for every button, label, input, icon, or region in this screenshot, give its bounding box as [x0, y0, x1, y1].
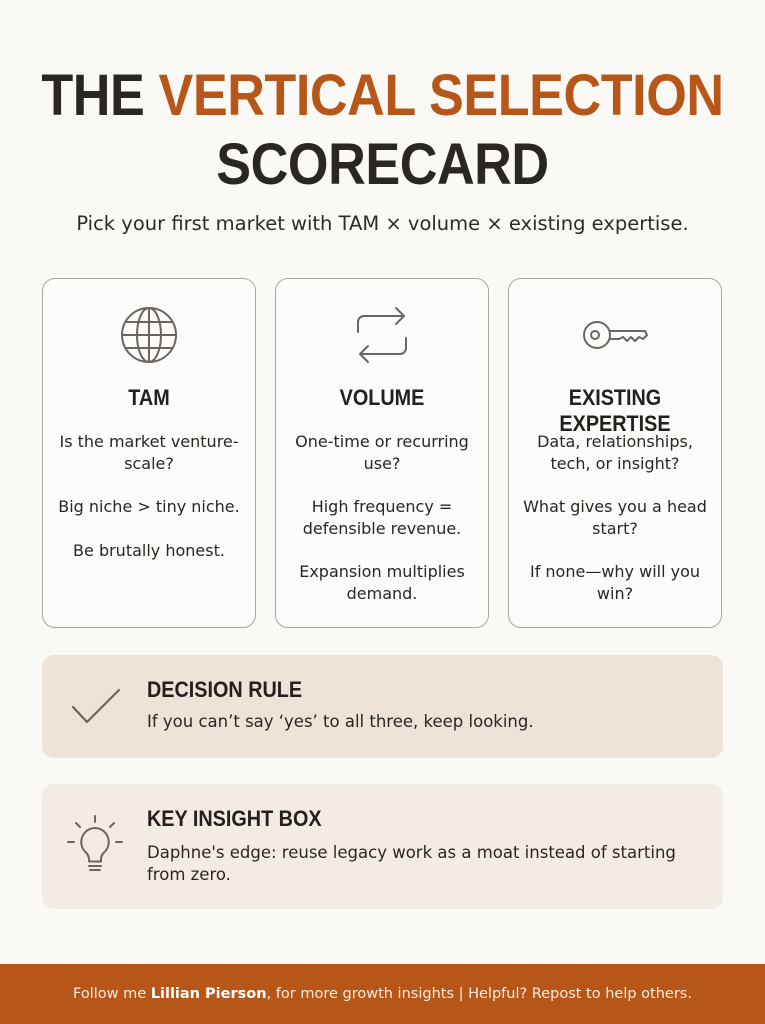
card-title: EXISTING EXPERTISE	[559, 385, 671, 436]
card-body	[519, 431, 711, 626]
footer-prefix: Follow me	[73, 986, 147, 1002]
card-paragraph: What gives you a head start?	[523, 497, 707, 538]
card-paragraph: Be brutally honest.	[73, 540, 225, 560]
author-name[interactable]: Lillian Pierson	[150, 986, 267, 1002]
checkmark-icon	[70, 687, 122, 731]
card-title: TAM	[128, 385, 170, 410]
repeat-arrows-icon	[276, 303, 488, 367]
card-paragraph: High frequency = defensible revenue.	[302, 497, 462, 538]
key-insight-text: Daphne's edge: reuse legacy work as a moat instead of starting from zero.	[147, 843, 676, 884]
footer-suffix: , for more growth insights | Helpful? Repost to help others.	[266, 986, 692, 1002]
card-paragraph: One-time or recurring use?	[295, 432, 469, 473]
volume-card	[275, 278, 489, 628]
page-title-line-1	[38, 62, 727, 130]
key-insight-title: KEY INSIGHT BOX	[147, 806, 322, 831]
card-paragraph: If none—why will you win?	[529, 562, 701, 603]
title-prefix: THE	[41, 63, 145, 128]
key-icon	[509, 303, 721, 367]
globe-icon	[43, 303, 255, 367]
title-accent: VERTICAL SELECTION	[158, 63, 724, 128]
decision-rule-text: If you can’t say ‘yes’ to all three, keep looking.	[147, 712, 534, 731]
decision-rule-title: DECISION RULE	[147, 677, 303, 702]
expertise-card	[508, 278, 722, 628]
lightbulb-icon	[66, 814, 124, 882]
decision-rule-panel	[42, 655, 723, 758]
card-body	[286, 431, 478, 626]
page-title-line-2: SCORECARD	[216, 132, 549, 197]
subtitle: Pick your first market with TAM × volume × existing expertise.	[76, 212, 689, 235]
key-insight-panel	[42, 784, 723, 909]
card-paragraph: Expansion multiplies demand.	[299, 562, 465, 603]
card-paragraph: Big niche > tiny niche.	[58, 497, 240, 516]
card-paragraph: Data, relationships, tech, or insight?	[537, 432, 693, 473]
card-body	[53, 431, 245, 583]
card-title: VOLUME	[339, 385, 425, 410]
tam-card	[42, 278, 256, 628]
card-paragraph: Is the market venture-scale?	[59, 432, 239, 473]
footer-banner	[0, 964, 765, 1024]
